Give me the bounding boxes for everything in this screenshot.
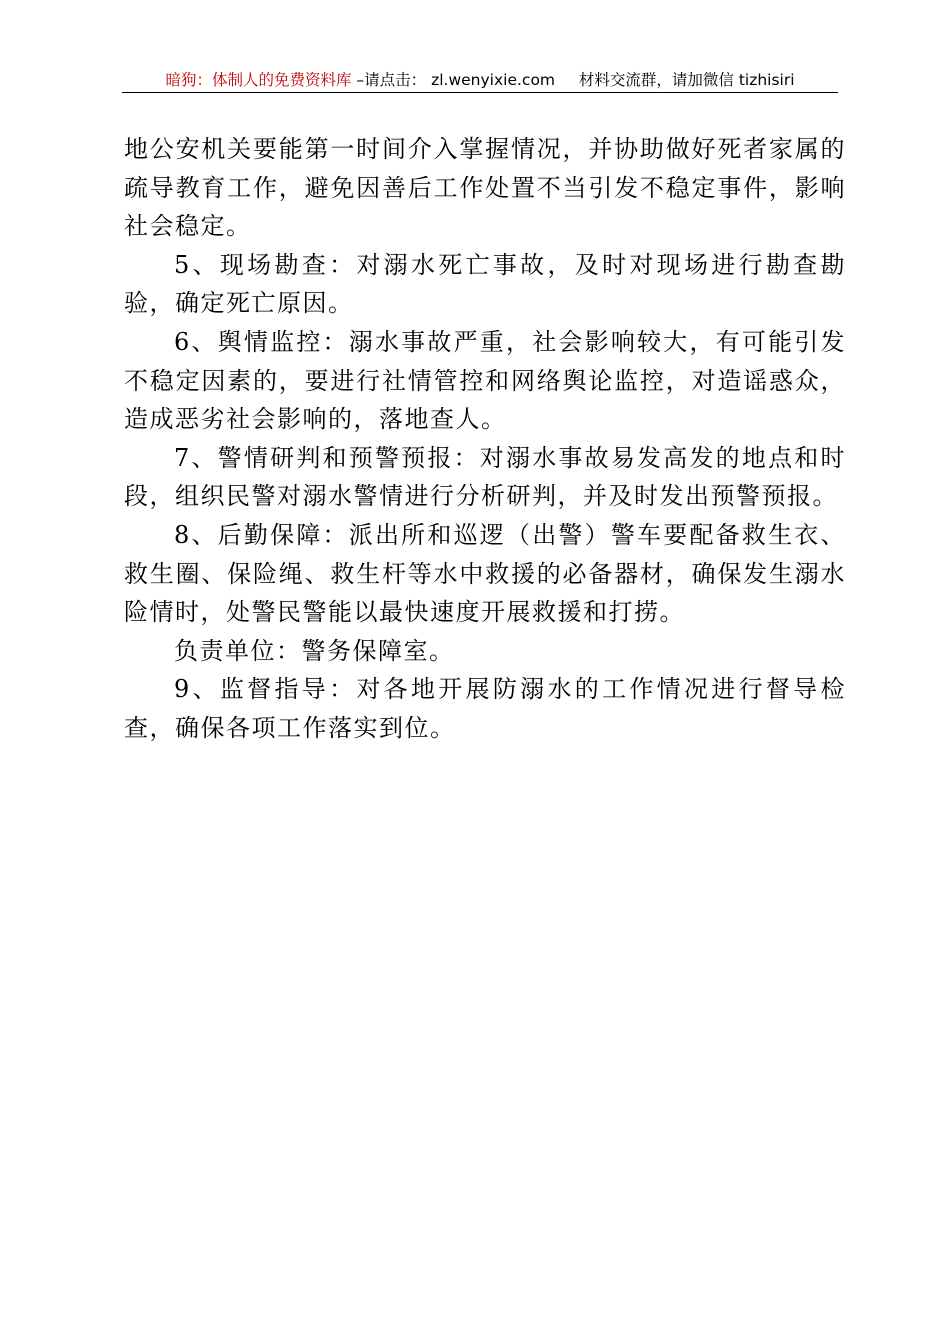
paragraph-2: 5、现场勘查：对溺水死亡事故，及时对现场进行勘查勘验，确定死亡原因。	[124, 250, 846, 318]
paragraph-6: 负责单位：警务保障室。	[174, 636, 455, 665]
paragraph-7: 9、监督指导：对各地开展防溺水的工作情况进行督导检查，确保各项工作落实到位。	[124, 675, 846, 742]
document-body	[124, 130, 846, 748]
paragraph-5: 8、后勤保障：派出所和巡逻（出警）警车要配备救生衣、救生圈、保险绳、救生杆等水中救援的必备器材，确保发生溺水险情时，处警民警能以最快速度开展救援和打捞。	[124, 520, 846, 627]
header-contact: 材料交流群，请加微信 tizhisiri	[578, 71, 795, 89]
header-brand: 暗狗：体制人的免费资料库	[165, 71, 352, 89]
paragraph-4: 7、警情研判和预警预报：对溺水事故易发高发的地点和时段，组织民警对溺水警情进行分析研判，并及时发出预警预报。	[124, 443, 846, 511]
paragraph-3: 6、舆情监控：溺水事故严重，社会影响较大，有可能引发不稳定因素的，要进行社情管控和网络舆论监控，对造谣惑众，造成恶劣社会影响的，落地查人。	[124, 327, 846, 434]
header-click-prompt: –请点击：	[356, 71, 427, 89]
paragraph-1: 地公安机关要能第一时间介入掌握情况，并协助做好死者家属的疏导教育工作，避免因善后工作处置不当引发不稳定事件，影响社会稳定。	[124, 135, 846, 241]
page-header	[122, 68, 838, 93]
header-url-link[interactable]: zl.wenyixie.com	[431, 71, 556, 89]
